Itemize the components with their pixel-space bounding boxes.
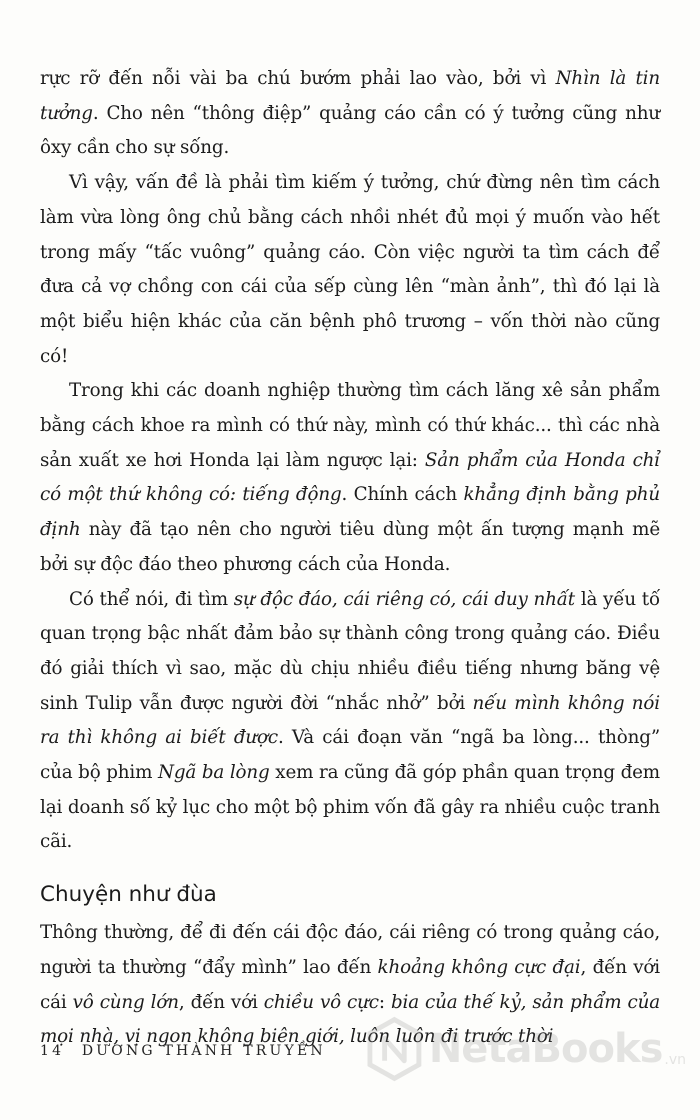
text-run: là yếu tố quan trọng bậc nhất đảm bảo sự thành công trong quảng cáo. Điều đó giải thích vì sao, mặc dù chịu nhiều điều tiếng nhưng băng vệ sinh Tulip vẫn được người đời “nhắc nhở” bởi — [40, 588, 660, 714]
text-run: Có thể nói, đi tìm — [69, 588, 234, 610]
italic-phrase: khoảng không cực đại — [377, 956, 581, 978]
italic-phrase: nếu mình không nói ra thì không ai biết được — [40, 692, 660, 749]
text-run: . Chính cách — [341, 484, 464, 506]
section-heading: Chuyện như đùa — [40, 882, 217, 908]
italic-phrase: Nhìn là tin tưởng — [40, 68, 660, 124]
text-run: . Và cái đoạn văn “ngã ba lòng... thòng” của bộ phim — [40, 727, 661, 784]
paragraph-4 — [40, 583, 660, 861]
text-run: , đến với cái — [40, 956, 660, 1013]
italic-phrase: sự độc đáo, cái riêng có, cái duy nhất — [233, 588, 576, 610]
text-run: Trong khi các doanh nghiệp thường tìm cách lăng xê sản phẩm bằng cách khoe ra mình có thứ này, mình có thứ khác... thì các nhà sản xuất xe hơi Honda lại làm ngược lại: — [40, 380, 660, 471]
text-run: , đến với — [178, 991, 264, 1013]
text-run: này đã tạo nên cho người tiêu dùng một ấn tượng mạnh mẽ bởi sự độc đáo theo phương cách của Honda. — [40, 519, 660, 575]
watermark-suffix: .vn — [664, 1052, 686, 1068]
book-page-body — [40, 62, 660, 1055]
italic-phrase: chiều vô cực — [263, 991, 379, 1013]
italic-phrase: bia của thế kỷ, sản phẩm của mọi nhà, vị ngon không biên giới, luôn luôn đi trước thời — [40, 991, 661, 1048]
page-number: 14 — [40, 1043, 65, 1059]
page-footer — [40, 1043, 326, 1059]
paragraph-2 — [40, 166, 660, 374]
text-run: Thông thường, để đi đến cái độc đáo, cái riêng có trong quảng cáo, người ta thường “đẩy mình” lao đến — [40, 922, 660, 978]
text-run: rực rỡ đến nỗi vài ba chú bướm phải lao vào, bởi vì — [40, 68, 556, 89]
text-run: : — [378, 991, 391, 1013]
n-hexagon-logo-icon — [366, 1016, 423, 1082]
italic-phrase: khẳng định bằng phủ định — [40, 484, 660, 541]
italic-phrase: Sản phẩm của Honda chỉ có một thứ không có: tiếng động — [40, 449, 660, 506]
paragraph-3 — [40, 374, 660, 582]
text-run: xem ra cũng đã góp phần quan trọng đem lại doanh số kỷ lục cho một bộ phim vốn đã gây ra nhiều cuộc tranh cãi. — [40, 762, 660, 853]
italic-phrase: Ngã ba lòng — [158, 762, 270, 784]
text-run: Vì vậy, vấn đề là phải tìm kiếm ý tưởng, chứ đừng nên tìm cách làm vừa lòng ông chủ bằng cách nhồi nhét đủ mọi ý muốn vào hết trong mấy “tấc vuông” quảng cáo. Còn việc người ta tìm cách để đưa cả vợ chồng con cái của sếp cùng lên “màn ảnh”, thì đó lại là một biểu hiện khác của căn bệnh phô trương – vốn thời nào cũng có! — [40, 172, 660, 367]
running-author: DƯƠNG THÀNH TRUYỀN — [81, 1043, 326, 1059]
paragraph-1 — [40, 62, 660, 166]
watermark-text: NetaBooks — [428, 1026, 663, 1072]
italic-phrase: vô cùng lớn — [72, 991, 179, 1013]
text-run: . Cho nên “thông điệp” quảng cáo cần có ý tưởng cũng như ôxy cần cho sự sống. — [40, 102, 660, 159]
watermark — [366, 1014, 686, 1084]
